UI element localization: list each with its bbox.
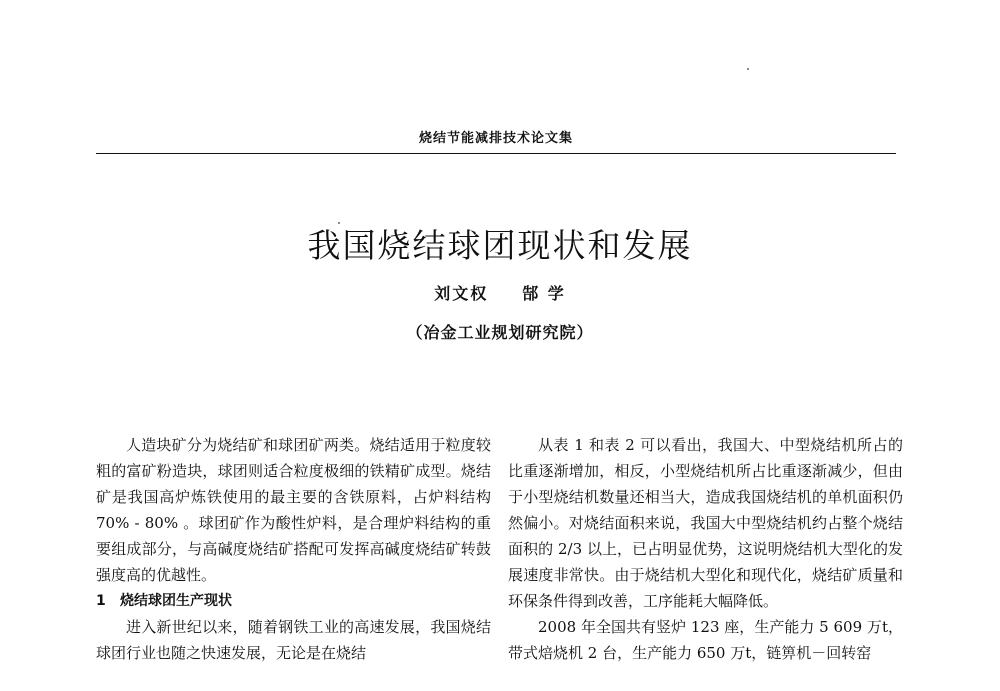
scan-speck: [747, 68, 749, 70]
author-name: 郜 学: [522, 284, 566, 303]
body-paragraph: 2008 年全国共有竖炉 123 座，生产能力 5 609 万t，带式焙烧机 2 台，生产能力 650 万t，链箅机－回转窑: [508, 618, 903, 662]
right-column: [508, 432, 903, 666]
scan-speck: [338, 222, 340, 224]
author-affiliation: （冶金工业规划研究院）: [406, 323, 594, 342]
author-name: 刘文权: [434, 284, 489, 303]
section-heading: [96, 588, 491, 614]
section-number: 1: [96, 593, 106, 609]
running-header: 烧结节能减排技术论文集: [418, 131, 573, 146]
intro-paragraph: 人造块矿分为烧结矿和球团矿两类。烧结适用于粒度较粗的富矿粉造块，球团则适合粒度极细的铁精矿成型。烧结矿是我国高炉炼铁使用的最主要的含铁原料，占炉料结构 70% - 80% 。球团矿作为酸性炉料，是合理炉料结构的重要组成部分，与高碱度烧结矿搭配可发挥高碱度烧结矿转鼓强度高的优越性。: [96, 436, 491, 584]
header-rule: [96, 153, 896, 154]
section-title: 烧结球团生产现状: [120, 593, 232, 609]
author-list: [0, 281, 1000, 304]
paper-title: 我国烧结球团现状和发展: [307, 226, 693, 265]
left-column: [96, 432, 491, 666]
body-paragraph: 从表 1 和表 2 可以看出，我国大、中型烧结机所占的比重逐渐增加，相反，小型烧结机所占比重逐渐减少，但由于小型烧结机数量还相当大，造成我国烧结机的单机面积仍然偏小。对烧结面积来说，我国大中型烧结机约占整个烧结面积的 2/3 以上，已占明显优势，这说明烧结机大型化的发展速度非常快。由于烧结机大型化和现代化，烧结矿质量和环保条件得到改善，工序能耗大幅降低。: [508, 436, 903, 610]
section-paragraph: 进入新世纪以来，随着钢铁工业的高速发展，我国烧结球团行业也随之快速发展，无论是在烧结: [96, 618, 491, 662]
